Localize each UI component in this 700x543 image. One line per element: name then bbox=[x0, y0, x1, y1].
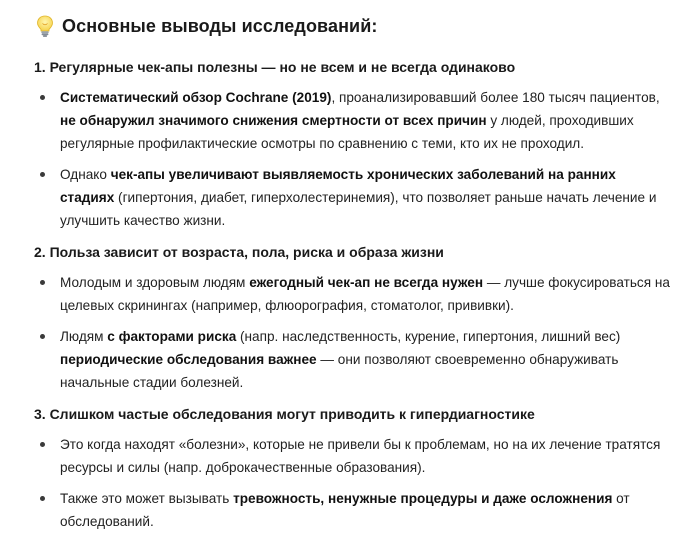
bullet-dot-icon bbox=[40, 280, 45, 285]
sections-container bbox=[34, 57, 676, 533]
title-row bbox=[34, 14, 676, 38]
section-1 bbox=[34, 57, 676, 232]
text: Молодым и здоровым людям bbox=[60, 275, 250, 290]
bullet-item bbox=[34, 86, 676, 155]
text: Это когда находят «болезни», которые не привели бы к проблемам, но на их лечение тратятся ресурсы и силы (напр. доброкачественные образования). bbox=[60, 437, 661, 475]
section-heading: 3. Слишком частые обследования могут приводить к гипердиагностике bbox=[34, 406, 535, 422]
text: у людей, проходивших регулярные профилактические осмотры по сравнению с теми, кто их не проходил. bbox=[60, 113, 634, 151]
bullet-item bbox=[34, 271, 676, 317]
bold-text: с факторами риска bbox=[107, 329, 237, 344]
page-title: Основные выводы исследований: bbox=[62, 15, 378, 36]
lightbulb-icon bbox=[34, 14, 56, 38]
section-heading: 2. Польза зависит от возраста, пола, риска и образа жизни bbox=[34, 244, 444, 260]
bold-text: тревожность, ненужные процедуры и даже осложнения bbox=[233, 491, 613, 506]
bullet-item bbox=[34, 487, 676, 533]
text: (напр. наследственность, курение, гипертония, лишний вес) bbox=[236, 329, 621, 344]
bullet-item bbox=[34, 163, 676, 232]
bullet-dot-icon bbox=[40, 334, 45, 339]
section-heading: 1. Регулярные чек-апы полезны — но не всем и не всегда одинаково bbox=[34, 59, 516, 75]
bullet-dot-icon bbox=[40, 442, 45, 447]
bullet-item bbox=[34, 433, 676, 479]
bold-text: чек-апы увеличивают выявляемость хронических заболеваний на ранних стадиях bbox=[60, 167, 616, 205]
bold-text: Систематический обзор Cochrane (2019) bbox=[60, 90, 332, 105]
text: Также это может вызывать bbox=[60, 491, 234, 506]
bullet-dot-icon bbox=[40, 496, 45, 501]
bullet-list bbox=[34, 271, 676, 394]
section-2 bbox=[34, 242, 676, 394]
bullet-dot-icon bbox=[40, 172, 45, 177]
text: — лучше фокусироваться на целевых скринингах (например, флюорография, стоматолог, прививки). bbox=[60, 275, 670, 313]
bullet-list bbox=[34, 86, 676, 232]
text: , проанализировавший более 180 тысяч пациентов, bbox=[331, 90, 660, 105]
bold-text: периодические обследования важнее bbox=[60, 352, 317, 367]
text: от обследований. bbox=[60, 491, 630, 529]
bullet-dot-icon bbox=[40, 95, 45, 100]
text: Людям bbox=[60, 329, 108, 344]
text: Однако bbox=[60, 167, 111, 182]
bold-text: не обнаружил значимого снижения смертности от всех причин bbox=[60, 113, 487, 128]
text: — они позволяют своевременно обнаруживать начальные стадии болезней. bbox=[60, 352, 619, 390]
text: (гипертония, диабет, гиперхолестеринемия), что позволяет раньше начать лечение и улучшить качество жизни. bbox=[60, 190, 657, 228]
section-3 bbox=[34, 404, 676, 533]
bullet-item bbox=[34, 325, 676, 394]
bold-text: ежегодный чек-ап не всегда нужен bbox=[249, 275, 484, 290]
bullet-list bbox=[34, 433, 676, 533]
